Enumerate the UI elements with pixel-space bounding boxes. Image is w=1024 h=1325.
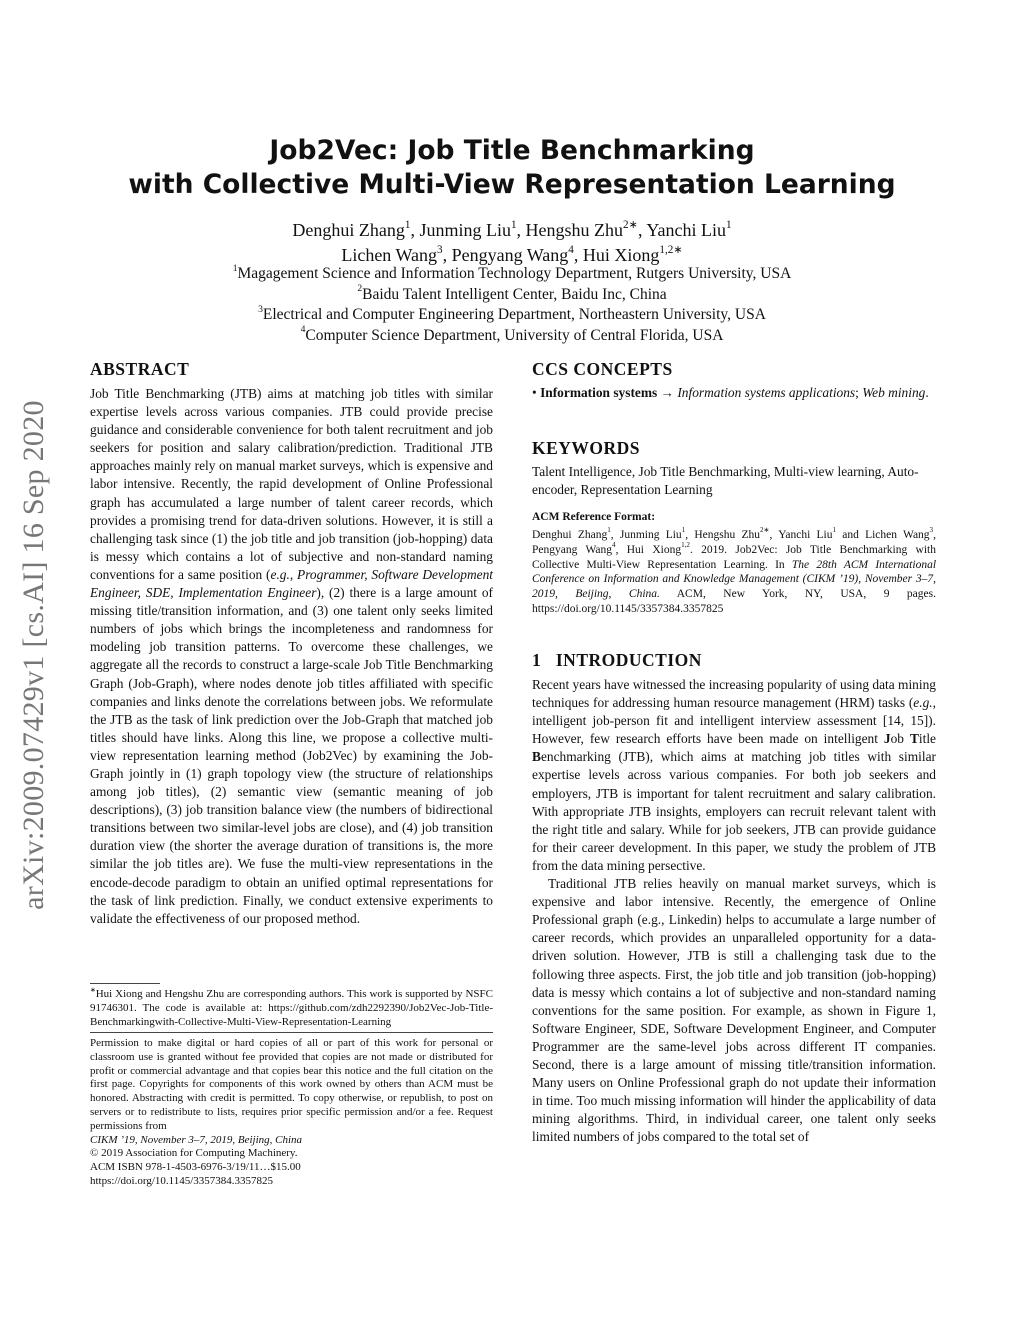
ccs-heading: CCS CONCEPTS	[532, 359, 673, 379]
acm-ref-text: Denghui Zhang$^1$, Junming Liu$^1$, Hengshu Zhu$^{2∗}$, Yanchi Liu$^1$ and Lichen Wang$^3$, Pengyang Wang$^4$, Hui Xiong$^{1,2}$. 2019. Job2Vec: Job Title Benchmarking with Collective Multi-View Representation Learning. In The 28th ACM International Conference on Information and Knowledge Management (CIKM ’19), November 3–7, 2019, Beijing, China. ACM, New York, NY, USA, 9 pages. https://doi.org/10.1145/3357384.3357825	[532, 526, 937, 615]
paper-title	[90, 134, 934, 202]
ccs-concepts: • Information systems → Information systems applications; Web mining.	[532, 385, 929, 400]
author-line-2: Lichen Wang$^3$, Pengyang Wang$^4$, Hui Xiong$^{1,2∗}$	[341, 243, 683, 265]
title-line-2: with Collective Multi-View Representation Learning	[128, 169, 896, 200]
footnote: ∗Hui Xiong and Hengshu Zhu are corresponding authors. This work is supported by NSFC 91746301. The code is available at: https://github.com/zdh2292390/Job2Vec-Job-Title-Benchmarkingwith-Collective-Multi-View-Representation-Learning	[90, 986, 493, 1028]
author-affil-mark: 1	[510, 218, 517, 231]
author-name: Hui Xiong	[582, 245, 660, 265]
author-list	[90, 218, 934, 268]
affiliation: $^3$Electrical and Computer Engineering Department, Northeastern University, USA	[258, 303, 766, 323]
conference-line: CIKM ’19, November 3–7, 2019, Beijing, China	[90, 1133, 303, 1146]
doi-line: https://doi.org/10.1145/3357384.3357825	[90, 1174, 274, 1187]
abstract-heading: ABSTRACT	[90, 359, 190, 379]
author-affil-mark: 2∗	[623, 218, 638, 231]
intro-body	[532, 676, 936, 1146]
author-affil-mark: 4	[568, 243, 574, 256]
author-affil-mark: 1,2∗	[659, 243, 683, 256]
title-line-1: Job2Vec: Job Title Benchmarking	[269, 135, 755, 166]
author-name: Hengshu Zhu	[525, 220, 624, 240]
footnote-rule	[90, 983, 160, 984]
affiliation: $^1$Magagement Science and Information Technology Department, Rutgers University, USA	[232, 262, 792, 282]
author-name: Denghui Zhang	[292, 220, 405, 240]
permission-text: Permission to make digital or hard copies of all or part of this work for personal or classroom use is granted without fee provided that copies are not made or distributed for profit or commercial advantage and that copies bear this notice and the full citation on the first page. Copyrights for components of this work owned by others than ACM must be honored. Abstracting with credit is permitted. To copy otherwise, or republish, to post on servers or to redistribute to lists, requires prior specific permission and/or a fee. Request permissions from	[90, 1037, 493, 1132]
intro-paragraph-2: Traditional JTB relies heavily on manual market surveys, which is expensive and labor intensive. Recently, the emergence of Online Professional graph (e.g., Linkedin) helps to accumulate a large number of career records, which provides an unparalleled opportunity for a data-driven solution. However, JTB is still a challenging task due to the following three aspects. First, the job title and job transition (job-hopping) data is messy which contains a lot of subjective and non-standard naming conventions for the same position. For example, as shown in Figure 1, Software Engineer, SDE, Software Development Engineer, and Computer Programmer are the same-level jobs across different IT companies. Second, there is a large amount of missing title/transition information. Many users on Online Professional graph do not update their information in time. Too much missing information will hinder the applicability of data mining algorithms. Third, in individual career, one talent only seeks limited numbers of jobs compared to the total set of	[532, 876, 936, 1145]
author-affil-mark: 1	[726, 218, 732, 231]
intro-heading	[532, 650, 702, 671]
affiliation: $^4$Computer Science Department, University of Central Florida, USA	[300, 324, 724, 344]
author-name: Lichen Wang	[341, 245, 438, 265]
acm-ref-heading: ACM Reference Format:	[532, 511, 656, 523]
permission-block	[90, 1037, 493, 1189]
permission-rule	[90, 1032, 493, 1033]
abstract-body: Job Title Benchmarking (JTB) aims at matching job titles with similar expertise levels across various companies. JTB could provide precise guidance and considerable convenience for both talent recruitment and job seekers for position and salary calibration/prediction. Traditional JTB approaches mainly rely on manual market surveys, which is expensive and labor intensive. Recently, the rapid development of Online Professional graph has accumulated a large number of talent career records, which provides a promising trend for data-driven solutions. However, it is still a challenging task since (1) the job title and job transition (job-hopping) data is messy which contains a lot of subjective and non-standard naming conventions for a same position (e.g., Programmer, Software Development Engineer, SDE, Implementation Engineer), (2) there is a large amount of missing title/transition information, and (3) one talent only seeks limited numbers of jobs which brings the incompleteness and randomness for modeling job transition patterns. To overcome these challenges, we aggregate all the records to construct a large-scale Job Title Benchmarking Graph (Job-Graph), where nodes denote job titles affiliated with specific companies and links denote the correlations between jobs. We reformulate the JTB as the task of link prediction over the Job-Graph that matched job titles should have links. Along this line, we propose a collective multi-view representation learning method (Job2Vec) by examining the Job-Graph jointly in (1) graph topology view (the structure of relationships among job titles), (2) semantic view (semantic meaning of job descriptions), (3) job transition balance view (the numbers of bidirectional transitions between two similar-level jobs are close), and (4) job transition duration view (the shorter the average duration of transitions is, the more similar the job titles are). We fuse the multi-view representations in the encode-decode paradigm to obtain an unified optimal representations for the task of link prediction. Finally, we conduct extensive experiments to validate the effectiveness of our proposed method.	[90, 386, 493, 926]
keywords-heading: KEYWORDS	[532, 438, 641, 458]
author-affil-mark: 1	[404, 218, 411, 231]
intro-paragraph-1: Recent years have witnessed the increasing popularity of using data mining techniques for addressing human resource management (HRM) tasks (e.g., intelligent job-person fit and intelligent interview assessment [14, 15]). However, few research efforts have been made on intelligent Job Title Benchmarking (JTB), which aims at matching job titles with similar expertise levels across various companies. For both job seekers and employers, JTB is important for talent recruitment and salary calibration. With appropriate JTB insights, employers can recruit relevant talent with the right title and salary. While for job seekers, JTB can provide guidance for their career development. In this paper, we study the problem of JTB from the data mining persective.	[532, 677, 936, 873]
affiliation: $^2$Baidu Talent Intelligent Center, Baidu Inc, China	[357, 283, 667, 303]
copyright-line: © 2019 Association for Computing Machinery.	[90, 1147, 298, 1160]
author-name: Yanchi Liu	[646, 220, 727, 240]
arxiv-id: arXiv:2009.07429v1 [cs.AI] 16 Sep 2020	[17, 400, 50, 910]
author-affil-mark: 3	[437, 243, 443, 256]
keywords-text: Talent Intelligence, Job Title Benchmarking, Multi-view learning, Auto-encoder, Representation Learning	[532, 464, 919, 498]
arxiv-stamp	[8, 360, 60, 950]
author-line-1: Denghui Zhang$^1$, Junming Liu$^1$, Hengshu Zhu$^{2∗}$, Yanchi Liu$^1$	[292, 218, 732, 240]
author-name: Junming Liu	[419, 220, 511, 240]
author-name: Pengyang Wang	[451, 245, 569, 265]
section-title: INTRODUCTION	[555, 650, 702, 670]
section-number: 1	[532, 650, 542, 670]
isbn-line: ACM ISBN 978-1-4503-6976-3/19/11…$15.00	[90, 1161, 301, 1174]
affiliation-list	[90, 264, 934, 346]
